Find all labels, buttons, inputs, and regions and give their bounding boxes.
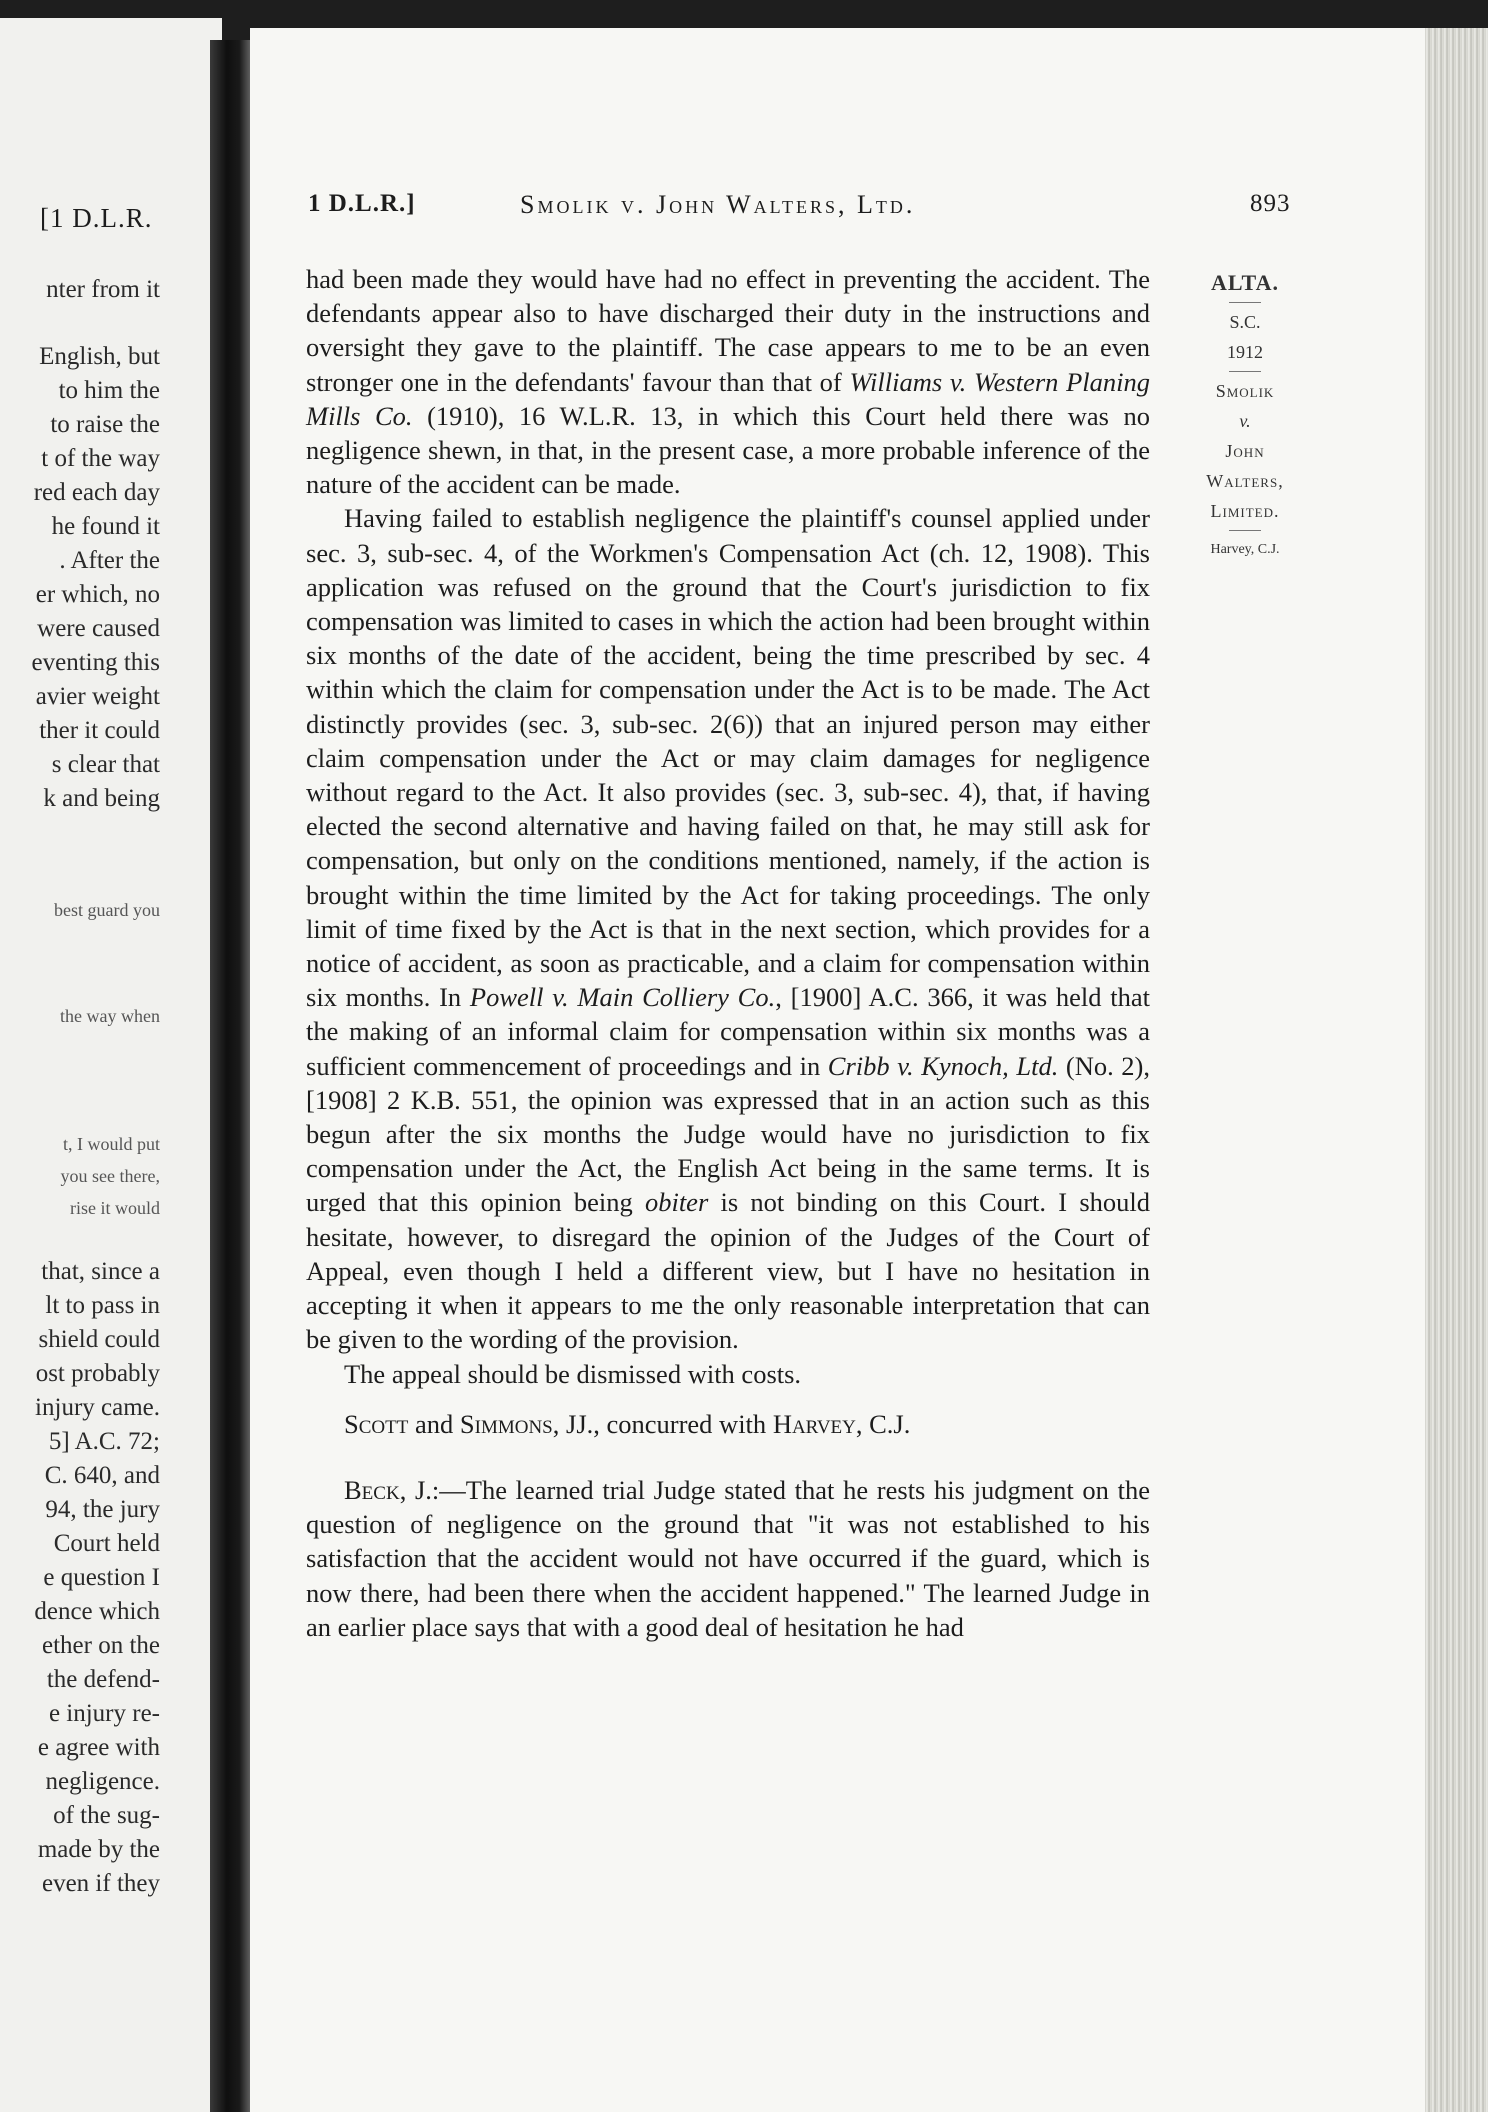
left-page-text-fragment: you see there, [60, 1166, 160, 1186]
left-page-text-fragment: e injury re- [48, 1700, 160, 1727]
left-page-text-fragment: s clear that [51, 751, 160, 778]
volume-reference: 1 D.L.R.] [308, 190, 416, 217]
left-page [0, 18, 222, 2112]
left-page-text-fragment: made by the [37, 1836, 160, 1863]
left-page-text-fragment: C. 640, and [44, 1462, 160, 1489]
left-page-header: [1 D.L.R. [40, 203, 153, 233]
margin-party-1: Smolik [1215, 381, 1275, 401]
margin-versus: v. [1239, 411, 1251, 431]
margin-rule [1229, 530, 1261, 531]
left-page-text-fragment: ether on the [41, 1632, 160, 1659]
paragraph-3: The appeal should be dismissed with costs. [344, 1358, 802, 1389]
left-page-text-fragment: injury came. [35, 1394, 160, 1421]
left-page-text-fragment: he found it [51, 513, 160, 540]
left-page-text-fragment: the way when [60, 1006, 160, 1026]
left-page-text-fragment: lt to pass in [45, 1292, 160, 1319]
margin-year: 1912 [1227, 342, 1263, 362]
page-number: 893 [1250, 190, 1291, 217]
judgment-text [306, 262, 1150, 1644]
paragraph-4: Scott and Simmons, JJ., concurred with Harvey, C.J. [344, 1408, 911, 1439]
left-page-text-fragment: best guard you [54, 900, 160, 920]
case-citation: Cribb v. Kynoch, Ltd. [827, 1050, 1059, 1081]
left-page-text-fragment: t of the way [41, 445, 160, 472]
book-gutter [210, 40, 252, 2112]
left-page-text-fragment: eventing this [31, 649, 160, 676]
margin-party-2-line-2: Walters, [1206, 471, 1284, 491]
left-page-text-fragment: the defend- [46, 1666, 160, 1693]
left-page-text-fragment: even if they [41, 1870, 160, 1897]
margin-note [1190, 268, 1300, 565]
left-page-text-fragment: dence which [34, 1598, 160, 1625]
left-page-text-fragment: ther it could [39, 717, 160, 744]
margin-judge: Harvey, C.J. [1210, 542, 1280, 557]
judge-name: Simmons [459, 1408, 553, 1439]
margin-party-2-line-1: John [1225, 441, 1265, 461]
left-page-text-fragment: English, but [39, 343, 160, 370]
left-page-text-fragment: ost probably [35, 1360, 160, 1387]
paragraph-5: Beck, J.:—The learned trial Judge stated that he rests his judgment on the question of negligence on the ground that "it was not established to his satisfaction that the accident would not have occurred if the guard, which is now there, had been there when the accident happened." The learned Judge in an earlier place says that with a good deal of hesitation he had [306, 1474, 1150, 1642]
left-page-text-fragment: negligence. [45, 1768, 160, 1795]
left-page-text-fragment: to raise the [50, 411, 160, 438]
judge-name: Harvey [772, 1408, 856, 1439]
left-page-text-fragment: . After the [59, 547, 160, 574]
left-page-text-fragment: er which, no [35, 581, 160, 608]
running-case-title: Smolik v. John Walters, Ltd. [520, 190, 916, 219]
left-page-text-fragment: Court held [53, 1530, 160, 1557]
left-page-text-fragment: shield could [38, 1326, 160, 1353]
left-page-text-fragment: t, I would put [63, 1134, 160, 1154]
margin-province: ALTA. [1211, 270, 1279, 295]
margin-rule [1229, 371, 1261, 372]
margin-party-2-line-3: Limited. [1210, 501, 1280, 521]
latin-term: obiter [644, 1187, 709, 1218]
margin-rule [1229, 302, 1261, 303]
left-page-text-fragment: 94, the jury [45, 1496, 160, 1523]
paragraph-1: had been made they would have had no effect in preventing the accident. The defendants appear also to have discharged their duty in the instructions and oversight they gave to the plaintiff. The case appears to me to be an even stronger one in the defendants' favour than that of Williams v. Western Planing Mills Co. (1910), 16 W.L.R. 13, in which this Court held there was no negligence shewn, in that, in the present case, a more probable inference of the nature of the accident can be made. [306, 264, 1150, 500]
page-edges [1425, 28, 1488, 2112]
left-page-text-fragment: that, since a [41, 1258, 160, 1285]
left-page-text-fragment: e question I [43, 1564, 160, 1591]
left-page-text-fragment: were caused [37, 615, 160, 642]
left-page-text-fragment: to him the [58, 377, 160, 404]
left-page-text-fragment: e agree with [37, 1734, 160, 1761]
left-page-text-fragment: 5] A.C. 72; [48, 1428, 160, 1455]
judge-name: Beck [344, 1474, 400, 1505]
judge-name: Scott [344, 1408, 409, 1439]
left-page-text-fragment: of the sug- [53, 1802, 160, 1829]
case-citation: Williams v. Western Planing Mills Co. [306, 366, 1150, 431]
left-page-text-fragment: rise it would [70, 1198, 160, 1218]
left-page-text-fragment: k and being [43, 785, 160, 812]
left-page-text-fragment: avier weight [35, 683, 160, 710]
left-page-text-fragment: nter from it [46, 276, 160, 303]
left-page-text-fragment: red each day [33, 479, 160, 506]
paragraph-2: Having failed to establish negligence the plaintiff's counsel applied under sec. 3, sub-sec. 4, of the Workmen's Compensation Act (ch. 12, 1908). This application was refused on the ground that the Court's jurisdiction to fix compensation was limited to cases in which the action had been brought within six months of the date of the accident, being the time prescribed by sec. 4 within which the claim for compensation under the Act is to be made. The Act distinctly provides (sec. 3, sub-sec. 2(6)) that an injured person may either claim compensation under the Act or may claim damages for negligence without regard to the Act. It also provides (sec. 3, sub-sec. 4), that, if having elected the second alternative and having failed on that, he may still ask for compensation, but only on the conditions mentioned, namely, if the action is brought within the time limited by the Act for taking proceedings. The only limit of time fixed by the Act is that in the next section, which provides for a notice of accident, as soon as practicable, and a claim for compensation within six months. In Powell v. Main Colliery Co., [1900] A.C. 366, it was held that the making of an informal claim for compensation within six months was a sufficient commencement of proceedings and in Cribb v. Kynoch, Ltd. (No. 2), [1908] 2 K.B. 551, the opinion was expressed that in an action such as this begun after the six months the Judge would have no jurisdiction to fix compensation under the Act, the English Act being in the same terms. It is urged that this opinion being obiter is not binding on this Court. I should hesitate, however, to disregard the opinion of the Judges of the Court of Appeal, even though I held a different view, but I have no hesitation in accepting it when it appears to me the only reasonable interpretation that can be given to the wording of the provision. [306, 503, 1151, 1355]
margin-court: S.C. [1229, 312, 1261, 332]
case-citation: Powell v. Main Colliery Co. [469, 982, 776, 1013]
